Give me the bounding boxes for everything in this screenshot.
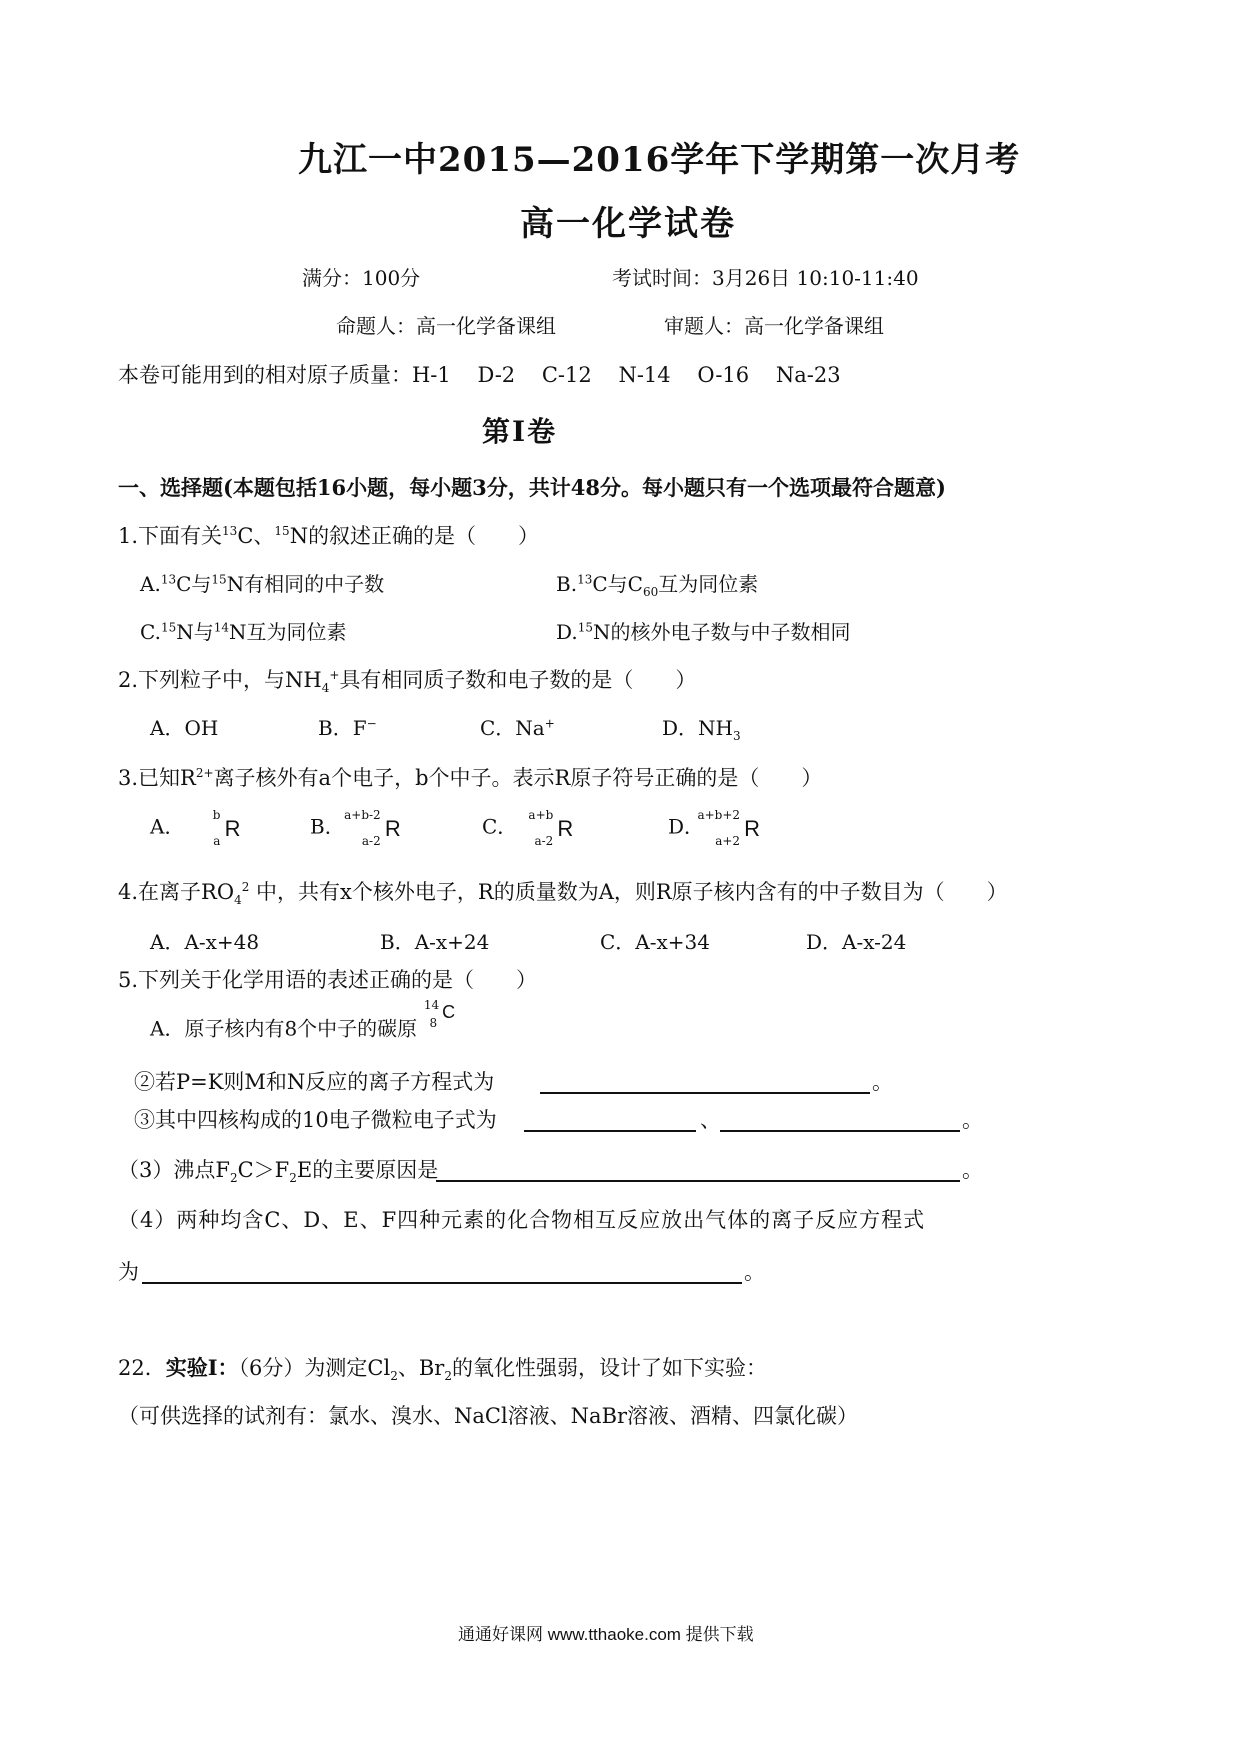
- q2-option-d: [662, 712, 741, 743]
- q3-d-dn: a+2: [715, 834, 741, 848]
- q1-stem-a: 1.下面有关: [118, 524, 223, 548]
- q22-text: [118, 1352, 767, 1383]
- q4-option-c: C．A-x+34: [600, 930, 710, 954]
- p4-line2: 为: [118, 1260, 139, 1284]
- q3-stem: [118, 762, 822, 792]
- q2-b-sup: −: [366, 716, 377, 731]
- q1-sup1: 13: [222, 524, 238, 538]
- atomic-masses: 本卷可能用到的相对原子质量：H-1 D-2 C-12 N-14 O-16 Na-23: [118, 363, 841, 387]
- q3-d-nuclide: [697, 808, 762, 848]
- q4-stem-b: 中，共有x个核外电子，R的质量数为A，则R原子核内含有的中子数目为（ ）: [256, 880, 1008, 904]
- section1-title: 一、选择题(本题包括16小题，每小题3分，共计48分。每小题只有一个选项最符合题意): [118, 475, 946, 500]
- q4-option-d: D．A-x-24: [806, 930, 907, 954]
- q3-a-up: b: [212, 808, 221, 822]
- q4-stem-a: 4.在离子RO: [118, 880, 235, 904]
- sub3-end: 。: [962, 1108, 983, 1132]
- q3-b-dn: a-2: [361, 834, 381, 848]
- q5-a-dn: 8: [429, 1016, 438, 1030]
- q1-option-d: [556, 616, 850, 645]
- p3-c: E的主要原因是: [296, 1158, 439, 1182]
- q3-b-nuclide: [345, 808, 403, 848]
- sub2-text: ②若P=K则M和N反应的离子方程式为: [134, 1070, 495, 1094]
- q5-a-symbol: C: [442, 1002, 456, 1022]
- q1-b-pre: B.: [556, 572, 578, 596]
- q2-c-text: C．Na: [480, 716, 545, 740]
- q3-option-d: [668, 808, 762, 848]
- sub3-blank-2: [720, 1130, 960, 1132]
- q1-sup2: 15: [274, 524, 290, 538]
- q3-a-symbol: R: [224, 816, 241, 841]
- q5-a-nuclide: [417, 998, 457, 1038]
- sub3-sep: 、: [700, 1108, 721, 1132]
- q1-c-mid: N与: [176, 620, 214, 644]
- p3-s1: 2: [229, 1171, 238, 1186]
- q2-b-text: B．F: [318, 716, 367, 740]
- full-score: 满分：100分: [302, 266, 421, 290]
- q4-stem: [118, 876, 1008, 907]
- part-title: 第Ⅰ卷: [482, 415, 558, 448]
- q1-d-sup: 15: [577, 620, 593, 635]
- q22-s1: 2: [390, 1369, 398, 1384]
- q1-c-pre: C.: [140, 620, 161, 644]
- p3-b: C＞F: [237, 1158, 290, 1182]
- q3-a-dn: a: [213, 834, 221, 848]
- q2-option-b: [318, 712, 377, 741]
- q22-num: 22．: [118, 1356, 166, 1380]
- sub3-text: ③其中四核构成的10电子微粒电子式为: [134, 1108, 497, 1132]
- q5-a-up: 14: [423, 998, 440, 1012]
- q1-c-sup2: 14: [213, 620, 230, 635]
- q1-a-mid: C与: [176, 572, 212, 596]
- q1-b-post: 互为同位素: [658, 572, 759, 596]
- q1-stem: [118, 520, 539, 550]
- page-footer: 通通好课网 www.tthaoke.com 提供下载: [458, 1625, 754, 1644]
- q22-c: 的氧化性强弱，设计了如下实验：: [451, 1356, 767, 1380]
- q1-b-mid: C与C: [592, 572, 643, 596]
- sub3-blank-1: [524, 1130, 696, 1132]
- q22-a: （6分）为测定Cl: [238, 1356, 391, 1380]
- q3-b-up: a+b-2: [344, 808, 381, 822]
- q1-a-pre: A.: [140, 572, 161, 596]
- q22-b: 、Br: [397, 1356, 445, 1380]
- reagents-note: （可供选择的试剂有：氯水、溴水、NaCl溶液、NaBr溶液、酒精、四氯化碳）: [118, 1404, 859, 1428]
- q3-c-up: a+b: [528, 808, 554, 822]
- q2-c-sup: +: [544, 716, 555, 731]
- q1-option-a: [140, 568, 384, 597]
- exam-time: 考试时间：3月26日 10:10-11:40: [612, 266, 919, 290]
- p3-blank: [436, 1180, 960, 1182]
- q1-b-sub: 60: [642, 585, 659, 599]
- exam-subtitle: 高一化学试卷: [520, 204, 736, 244]
- q22-s2: 2: [444, 1369, 452, 1384]
- q2-option-a: A．OH: [150, 716, 219, 740]
- q1-a-sup1: 13: [160, 572, 177, 587]
- exam-reviewer: 审题人：高一化学备课组: [664, 314, 884, 338]
- q3-d-label: D．: [668, 814, 705, 839]
- q1-option-b: [556, 568, 758, 599]
- q2-stem-a: 2.下列粒子中，与NH: [118, 668, 322, 692]
- q4-sub: 4: [234, 893, 242, 908]
- q5-stem: 5.下列关于化学用语的表述正确的是（ ）: [118, 968, 538, 992]
- q2-stem: [118, 664, 696, 695]
- q3-b-symbol: R: [384, 816, 401, 841]
- q3-stem-b: 离子核外有a个电子，b个中子。表示R原子符号正确的是（ ）: [213, 766, 823, 790]
- sub2-end: 。: [872, 1070, 893, 1094]
- q3-c-symbol: R: [557, 816, 574, 841]
- sub2-blank: [540, 1092, 870, 1094]
- q3-option-a: [150, 808, 242, 848]
- q3-b-label: B．: [310, 814, 345, 839]
- q2-sub: 4: [321, 681, 330, 696]
- exam-title: 九江一中2015—2016学年下学期第一次月考: [298, 140, 1021, 180]
- q3-d-symbol: R: [744, 816, 761, 841]
- q3-sup: 2+: [195, 766, 214, 780]
- p3-s2: 2: [289, 1171, 297, 1186]
- q1-a-sup2: 15: [211, 572, 227, 587]
- q5-option-a: [150, 998, 457, 1050]
- p4-end: 。: [744, 1260, 765, 1284]
- q3-stem-a: 3.已知R: [118, 766, 196, 790]
- q2-option-c: [480, 712, 555, 741]
- q1-mid2: N的叙述正确的是（ ）: [289, 524, 540, 548]
- q4-sup: 2: [241, 880, 250, 894]
- q3-d-up: a+b+2: [697, 808, 741, 822]
- q3-a-label: A．: [150, 814, 185, 839]
- q3-option-b: [310, 808, 403, 848]
- q1-c-post: N互为同位素: [229, 620, 347, 644]
- q1-d-pre: D.: [556, 620, 578, 644]
- q1-d-post: N的核外电子数与中子数相同: [592, 620, 851, 644]
- q2-d-sub: 3: [732, 729, 741, 743]
- exam-author: 命题人：高一化学备课组: [336, 314, 556, 338]
- q1-c-sup1: 15: [160, 620, 177, 635]
- q3-a-nuclide: [184, 808, 242, 848]
- q4-option-b: B．A-x+24: [380, 930, 490, 954]
- q4-option-a: A．A-x+48: [150, 930, 260, 954]
- q1-b-sup: 13: [577, 572, 593, 587]
- p4-line1: （4）两种均含C、D、E、F四种元素的化合物相互反应放出气体的离子反应方程式: [118, 1208, 926, 1232]
- q1-option-c: [140, 616, 347, 645]
- p4-blank: [142, 1282, 742, 1284]
- q22-label: 实验Ⅰ：: [165, 1355, 239, 1380]
- q3-c-dn: a-2: [534, 834, 554, 848]
- q2-d-text: D．NH: [662, 716, 733, 740]
- q1-a-post: N有相同的中子数: [226, 572, 385, 596]
- q2-stem-b: 具有相同质子数和电子数的是（ ）: [339, 668, 697, 692]
- p3-text: [118, 1154, 438, 1185]
- q1-mid1: C、: [237, 524, 275, 548]
- q3-option-c: [482, 808, 575, 848]
- q5-a-text: A．原子核内有8个中子的碳原: [150, 1016, 418, 1041]
- q3-c-label: C．: [482, 814, 518, 839]
- q2-sup: +: [329, 668, 340, 682]
- p3-a: （3）沸点F: [118, 1158, 230, 1182]
- p3-end: 。: [962, 1158, 983, 1182]
- q3-c-nuclide: [517, 808, 575, 848]
